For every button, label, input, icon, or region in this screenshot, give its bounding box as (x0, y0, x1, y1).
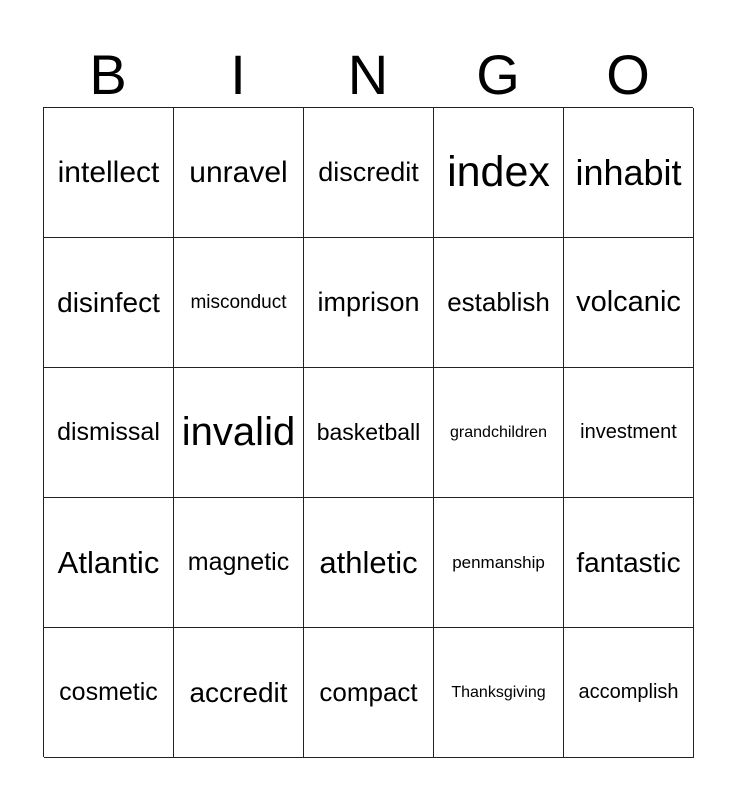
bingo-cell[interactable]: athletic (304, 498, 434, 628)
bingo-cell[interactable]: inhabit (564, 108, 694, 238)
bingo-cell[interactable]: cosmetic (44, 628, 174, 758)
bingo-cell[interactable]: compact (304, 628, 434, 758)
bingo-header (43, 42, 693, 108)
bingo-cell[interactable]: misconduct (174, 238, 304, 368)
bingo-cell[interactable]: volcanic (564, 238, 694, 368)
bingo-cell[interactable]: accomplish (564, 628, 694, 758)
header-letter-b: B (89, 43, 127, 106)
bingo-cell[interactable]: dismissal (44, 368, 174, 498)
bingo-cell[interactable]: grandchildren (434, 368, 564, 498)
bingo-cell[interactable]: fantastic (564, 498, 694, 628)
bingo-grid (43, 107, 693, 757)
header-letter-g: G (476, 43, 520, 106)
bingo-cell[interactable]: basketball (304, 368, 434, 498)
bingo-cell[interactable]: establish (434, 238, 564, 368)
bingo-cell[interactable]: index (434, 108, 564, 238)
bingo-cell[interactable]: intellect (44, 108, 174, 238)
bingo-cell[interactable]: discredit (304, 108, 434, 238)
bingo-cell[interactable]: investment (564, 368, 694, 498)
bingo-cell[interactable]: disinfect (44, 238, 174, 368)
bingo-cell[interactable]: Thanksgiving (434, 628, 564, 758)
bingo-cell[interactable]: imprison (304, 238, 434, 368)
bingo-cell[interactable]: Atlantic (44, 498, 174, 628)
bingo-cell[interactable]: accredit (174, 628, 304, 758)
header-letter-n: N (347, 43, 389, 106)
bingo-cell[interactable]: magnetic (174, 498, 304, 628)
bingo-cell[interactable]: unravel (174, 108, 304, 238)
bingo-cell[interactable]: invalid (174, 368, 304, 498)
bingo-cell[interactable]: penmanship (434, 498, 564, 628)
header-letter-i: I (230, 43, 246, 106)
header-letter-o: O (606, 43, 650, 106)
